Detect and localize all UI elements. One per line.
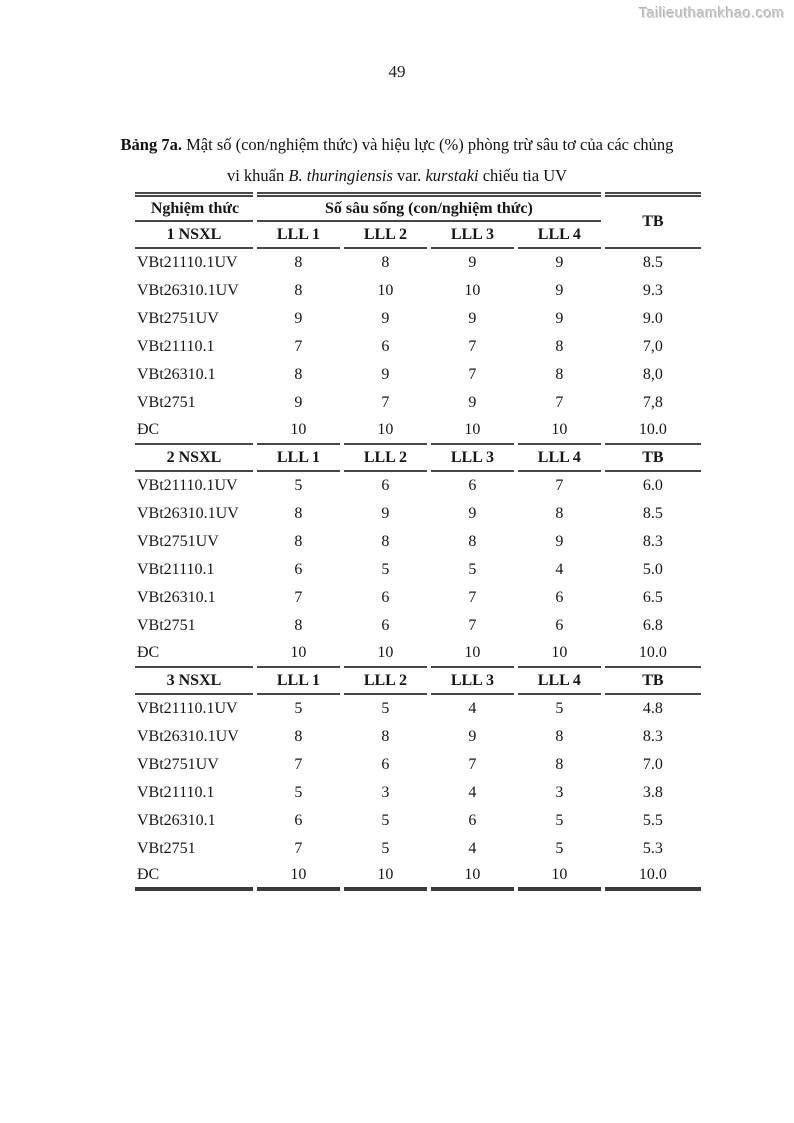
cell-value: 7 <box>468 366 477 383</box>
cell-value: 5 <box>294 477 303 494</box>
column-header-rep: LLL 4 <box>518 222 601 249</box>
cell-tb-value: 4.8 <box>642 700 663 717</box>
cell-value: 7 <box>468 756 477 773</box>
cell-value: 9 <box>555 282 564 299</box>
cell-value: 6 <box>468 812 477 829</box>
column-header-tb-rep: TB <box>605 668 701 695</box>
row-label: VBt26310.1UV <box>137 505 239 522</box>
cell-value: 9 <box>381 505 390 522</box>
column-header-rep: LLL 1 <box>257 222 340 249</box>
cell-value: 7 <box>468 589 477 606</box>
row-label: VBt2751UV <box>137 310 219 327</box>
caption-table-label: Bảng 7a. <box>120 135 182 154</box>
cell-tb-value: 8,0 <box>642 366 663 383</box>
table-row <box>135 305 701 333</box>
column-header-tb-rep: TB <box>605 445 701 472</box>
cell-value: 10 <box>431 417 514 445</box>
table-row <box>135 695 701 723</box>
cell-value: 10 <box>431 863 514 891</box>
column-header-rep: LLL 4 <box>518 668 601 695</box>
cell-tb-value: 3.8 <box>642 784 663 801</box>
cell-value: 6 <box>555 589 564 606</box>
cell-value: 5 <box>381 840 390 857</box>
results-table-body <box>135 192 701 891</box>
cell-tb-value: 5.5 <box>642 812 663 829</box>
cell-tb-value: 7,0 <box>642 338 663 355</box>
cell-tb-value: 8.5 <box>642 254 663 271</box>
cell-tb-value: 6.8 <box>642 617 663 634</box>
section-header-row <box>135 668 701 695</box>
row-label: ĐC <box>135 417 253 445</box>
caption-line1-text: Mật số (con/nghiệm thức) và hiệu lực (%) phòng trừ sâu tơ của các chủng <box>181 135 674 154</box>
table-row <box>135 807 701 835</box>
row-label: ĐC <box>135 863 253 891</box>
cell-value: 9 <box>555 254 564 271</box>
caption-var-label: var. <box>392 166 426 185</box>
cell-value: 9 <box>468 254 477 271</box>
table-row <box>135 584 701 612</box>
cell-tb-value: 5.3 <box>642 840 663 857</box>
cell-value: 5 <box>468 561 477 578</box>
row-label: VBt26310.1 <box>137 366 216 383</box>
cell-value: 5 <box>555 812 564 829</box>
cell-tb-value: 9.0 <box>642 310 663 327</box>
cell-value: 6 <box>468 477 477 494</box>
cell-value: 5 <box>555 840 564 857</box>
column-header-rep: LLL 1 <box>257 668 340 695</box>
cell-value: 7 <box>294 589 303 606</box>
table-row <box>135 389 701 417</box>
column-header-rep: LLL 2 <box>344 445 427 472</box>
cell-tb-value: 6.0 <box>642 477 663 494</box>
row-label: VBt2751UV <box>137 533 219 550</box>
page-number: 49 <box>388 62 406 81</box>
table-row <box>135 277 701 305</box>
column-header-tb: TB <box>605 192 701 249</box>
caption-line-1 <box>90 129 704 160</box>
section-title: 3 NSXL <box>135 668 253 695</box>
table-row <box>135 249 701 277</box>
cell-value: 7 <box>555 477 564 494</box>
column-header-rep: LLL 1 <box>257 445 340 472</box>
watermark-text: Tailieuthamkhao.com <box>639 6 785 22</box>
cell-tb-value: 8.5 <box>642 505 663 522</box>
table-row <box>135 640 701 668</box>
column-header-treatment: Nghiệm thức <box>135 192 253 222</box>
cell-value: 7 <box>381 394 390 411</box>
cell-tb-value: 7.0 <box>642 756 663 773</box>
cell-value: 3 <box>555 784 564 801</box>
cell-value: 9 <box>294 394 303 411</box>
cell-tb-value: 8.3 <box>642 728 663 745</box>
table-row <box>135 779 701 807</box>
cell-value: 10 <box>344 863 427 891</box>
table-row <box>135 417 701 445</box>
cell-value: 7 <box>294 756 303 773</box>
row-label: VBt21110.1 <box>137 561 215 578</box>
column-header-rep: LLL 3 <box>431 222 514 249</box>
caption-variety-name: kurstaki <box>425 166 479 185</box>
cell-value: 5 <box>294 700 303 717</box>
cell-value: 8 <box>294 728 303 745</box>
cell-value: 8 <box>555 505 564 522</box>
cell-value: 9 <box>381 366 390 383</box>
column-header-rep: LLL 3 <box>431 668 514 695</box>
cell-value: 10 <box>257 417 340 445</box>
caption-line2-pre: vi khuẩn <box>226 166 289 185</box>
cell-value: 8 <box>555 728 564 745</box>
cell-value: 9 <box>294 310 303 327</box>
cell-tb-value: 9.3 <box>642 282 663 299</box>
cell-tb-value: 6.5 <box>642 589 663 606</box>
cell-value: 5 <box>294 784 303 801</box>
cell-value: 6 <box>555 617 564 634</box>
cell-value: 9 <box>555 533 564 550</box>
caption-line2-post: chiếu tia UV <box>478 166 568 185</box>
cell-value: 7 <box>555 394 564 411</box>
cell-value: 7 <box>468 617 477 634</box>
table-row <box>135 751 701 779</box>
cell-value: 10 <box>518 640 601 668</box>
row-label: VBt21110.1UV <box>137 700 238 717</box>
row-label: VBt2751 <box>137 840 196 857</box>
cell-value: 3 <box>381 784 390 801</box>
cell-value: 9 <box>555 310 564 327</box>
cell-value: 8 <box>381 728 390 745</box>
table-row <box>135 361 701 389</box>
cell-value: 8 <box>468 533 477 550</box>
row-label: VBt21110.1 <box>137 784 215 801</box>
cell-value: 6 <box>381 756 390 773</box>
row-label: VBt21110.1 <box>137 338 215 355</box>
table-row <box>135 612 701 640</box>
table-row <box>135 863 701 891</box>
cell-value: 7 <box>468 338 477 355</box>
cell-value: 9 <box>468 728 477 745</box>
cell-value: 9 <box>381 310 390 327</box>
table-caption <box>90 129 704 191</box>
cell-value: 5 <box>555 700 564 717</box>
cell-tb-value: 10.0 <box>605 640 701 668</box>
cell-value: 5 <box>381 812 390 829</box>
cell-value: 8 <box>381 533 390 550</box>
cell-value: 8 <box>294 282 303 299</box>
table-row <box>135 835 701 863</box>
cell-value: 4 <box>468 784 477 801</box>
column-header-rep: LLL 4 <box>518 445 601 472</box>
cell-value: 8 <box>294 617 303 634</box>
cell-value: 5 <box>381 561 390 578</box>
table-row <box>135 556 701 584</box>
cell-tb-value: 10.0 <box>605 417 701 445</box>
table-row <box>135 500 701 528</box>
cell-value: 6 <box>294 561 303 578</box>
table-row <box>135 472 701 500</box>
cell-value: 8 <box>294 533 303 550</box>
cell-value: 8 <box>294 366 303 383</box>
row-label: VBt26310.1UV <box>137 728 239 745</box>
cell-value: 10 <box>344 417 427 445</box>
cell-value: 6 <box>381 617 390 634</box>
caption-line-2 <box>90 160 704 191</box>
cell-value: 8 <box>555 338 564 355</box>
cell-value: 8 <box>381 254 390 271</box>
cell-value: 8 <box>294 254 303 271</box>
cell-value: 10 <box>257 863 340 891</box>
cell-value: 10 <box>464 282 481 299</box>
caption-species-name: B. thuringiensis <box>288 166 393 185</box>
cell-value: 10 <box>257 640 340 668</box>
cell-value: 9 <box>468 310 477 327</box>
cell-value: 9 <box>468 505 477 522</box>
row-label: VBt26310.1 <box>137 812 216 829</box>
section-title: 2 NSXL <box>135 445 253 472</box>
cell-value: 5 <box>381 700 390 717</box>
row-label: VBt2751 <box>137 394 196 411</box>
column-header-rep: LLL 3 <box>431 445 514 472</box>
cell-value: 9 <box>468 394 477 411</box>
cell-value: 10 <box>431 640 514 668</box>
row-label: VBt21110.1UV <box>137 477 238 494</box>
cell-value: 7 <box>294 338 303 355</box>
row-label: ĐC <box>135 640 253 668</box>
cell-value: 8 <box>555 366 564 383</box>
row-label: VBt26310.1 <box>137 589 216 606</box>
cell-value: 6 <box>294 812 303 829</box>
cell-value: 4 <box>555 561 564 578</box>
cell-value: 6 <box>381 477 390 494</box>
results-table <box>131 192 705 891</box>
cell-value: 10 <box>344 640 427 668</box>
cell-value: 6 <box>381 589 390 606</box>
row-label: VBt26310.1UV <box>137 282 239 299</box>
cell-value: 10 <box>518 417 601 445</box>
table-row <box>135 333 701 361</box>
table-row <box>135 528 701 556</box>
cell-value: 10 <box>518 863 601 891</box>
row-label: VBt2751UV <box>137 756 219 773</box>
cell-value: 7 <box>294 840 303 857</box>
section-title: 1 NSXL <box>135 222 253 249</box>
cell-value: 4 <box>468 700 477 717</box>
column-header-rep: LLL 2 <box>344 222 427 249</box>
cell-tb-value: 10.0 <box>605 863 701 891</box>
cell-tb-value: 7,8 <box>642 394 663 411</box>
cell-tb-value: 5.0 <box>642 561 663 578</box>
cell-value: 8 <box>294 505 303 522</box>
cell-tb-value: 8.3 <box>642 533 663 550</box>
column-header-group: Số sâu sống (con/nghiệm thức) <box>257 192 601 222</box>
row-label: VBt2751 <box>137 617 196 634</box>
cell-value: 6 <box>381 338 390 355</box>
column-header-rep: LLL 2 <box>344 668 427 695</box>
section-header-row <box>135 445 701 472</box>
row-label: VBt21110.1UV <box>137 254 238 271</box>
cell-value: 8 <box>555 756 564 773</box>
cell-value: 4 <box>468 840 477 857</box>
table-header-row <box>135 192 701 222</box>
cell-value: 10 <box>377 282 394 299</box>
table-row <box>135 723 701 751</box>
